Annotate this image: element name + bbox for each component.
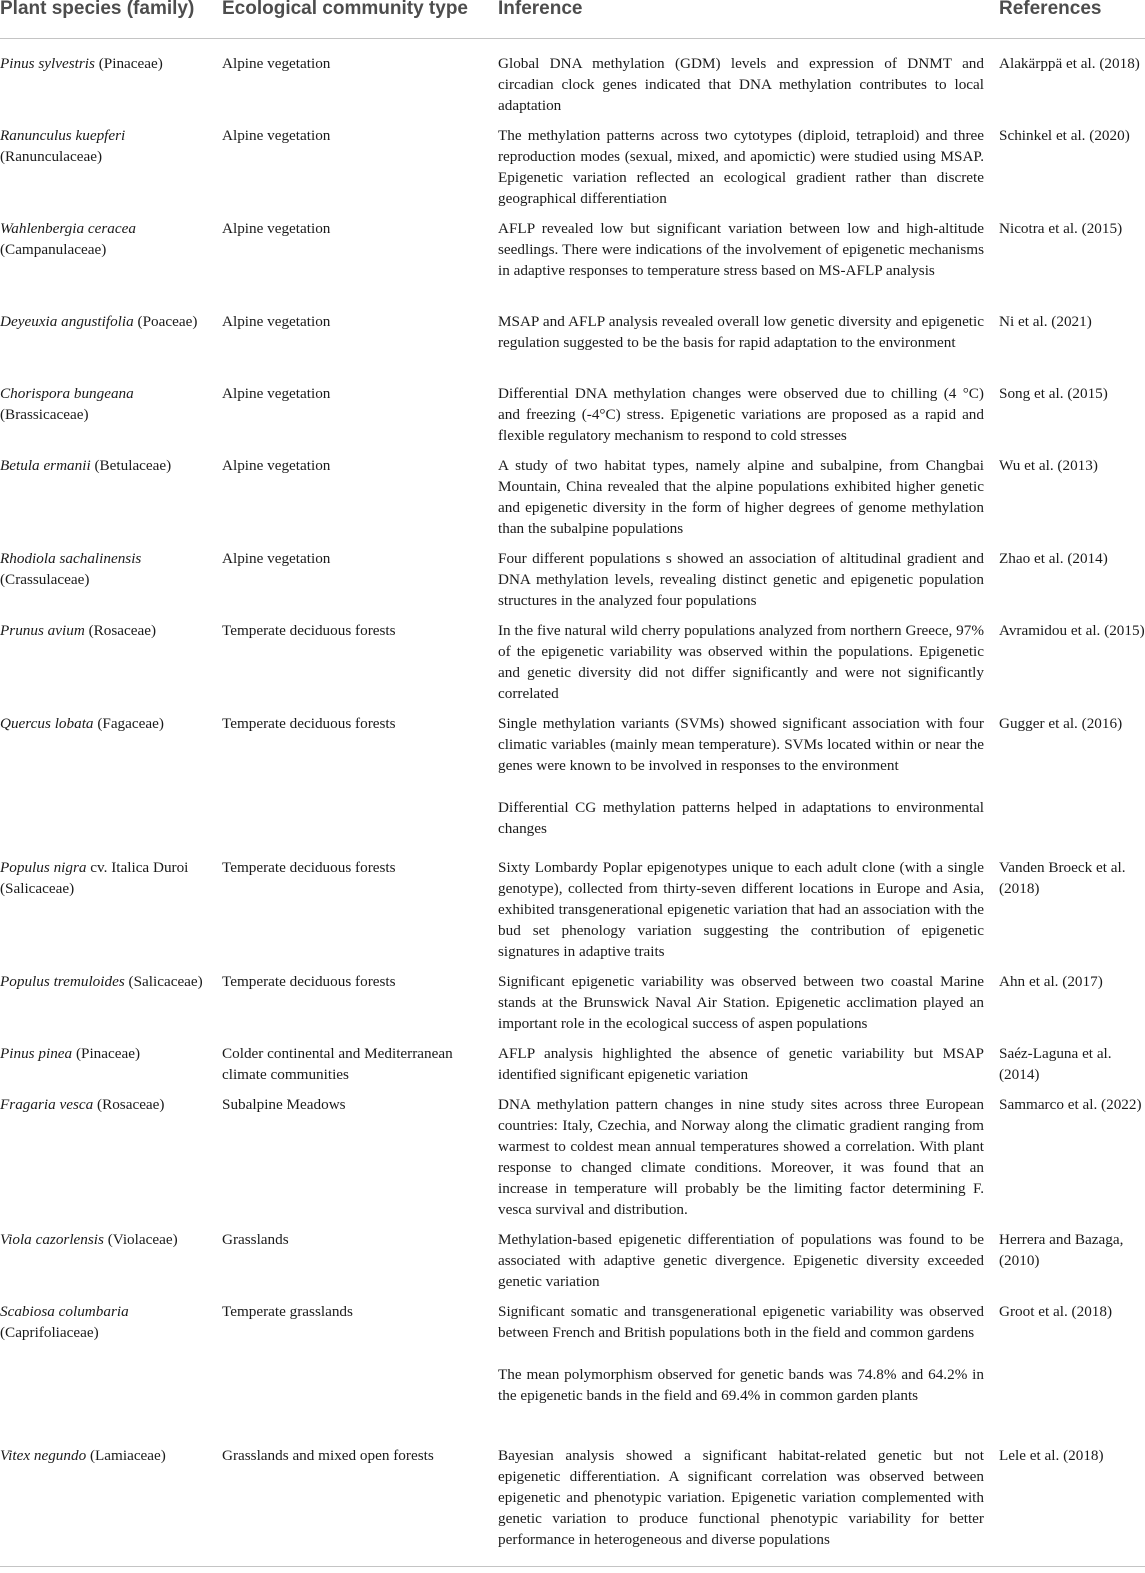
inference-cell [498,1229,984,1292]
community-cell: Temperate deciduous forests [222,859,396,876]
species-cell [0,1043,215,1064]
species-name: Vitex negundo [0,1447,87,1464]
species-family: (Salicaceae) [124,973,203,990]
species-family: (Brassicaceae) [0,406,89,423]
reference-cell: Song et al. (2015) [999,385,1108,402]
inference-cell [498,1301,984,1406]
inference-cell [498,620,984,704]
inference-cell [498,1043,984,1085]
inference-cell [498,857,984,962]
reference-cell: Nicotra et al. (2015) [999,220,1123,237]
community-cell: Colder continental and Mediterranean climate communities [222,1045,453,1083]
species-name: Deyeuxia angustifolia [0,313,134,330]
species-family: (Crassulaceae) [0,571,90,588]
inference-paragraph: Differential CG methylation patterns helped in adaptations to environmental changes [498,799,984,837]
inference-paragraph: Sixty Lombardy Poplar epigenotypes unique to each adult clone (with a single genotype), collected from thirty-seven different locations in Europe and Asia, exhibited transgenerational epigenetic variation that had an association with the bud set phenology variation suggesting the contribution of epigenetic signatures in adaptive traits [498,859,984,960]
inference-cell [498,548,984,611]
community-cell: Alpine vegetation [222,220,331,237]
species-name: Scabiosa columbaria [0,1303,129,1320]
inference-paragraph: AFLP revealed low but significant variation between low and high-altitude seedlings. There were indications of the involvement of epigenetic mechanisms in adaptive responses to temperature stress based on MS-AFLP analysis [498,220,984,279]
inference-paragraph: Bayesian analysis showed a significant habitat-related genetic but not epigenetic differentiation. A significant correlation was observed between epigenetic and phenotypic variation. Epigenetic variation complemented with genetic variation to produce functional phenotypic variability for better performance in heterogeneous and diverse populations [498,1447,984,1548]
reference-cell: Gugger et al. (2016) [999,715,1123,732]
species-name: Populus tremuloides [0,973,125,990]
species-cell [0,383,215,425]
bottom-rule [0,1566,1145,1567]
species-name: Quercus lobata [0,715,94,732]
community-cell: Alpine vegetation [222,457,331,474]
reference-cell: Groot et al. (2018) [999,1303,1113,1320]
inference-paragraph: In the five natural wild cherry populations analyzed from northern Greece, 97% of the epigenetic variability was observed within the populations. Epigenetic and genetic diversity did not differ significantly and were not significantly correlated [498,622,984,702]
header-species: Plant species (family) [0,0,195,19]
inference-cell [498,53,984,116]
species-name: Prunus avium [0,622,85,639]
reference-cell: Sammarco et al. (2022) [999,1096,1142,1113]
inference-cell [498,1094,984,1220]
reference-cell: Ni et al. (2021) [999,313,1092,330]
species-name: Fragaria vesca [0,1096,94,1113]
species-cell [0,857,215,899]
species-family: (Rosaceae) [93,1096,165,1113]
community-cell: Grasslands [222,1231,289,1248]
community-cell: Subalpine Meadows [222,1096,346,1113]
reference-cell: Zhao et al. (2014) [999,550,1108,567]
inference-cell [498,971,984,1034]
community-cell: Alpine vegetation [222,127,331,144]
community-cell: Alpine vegetation [222,385,331,402]
species-family: (Violaceae) [103,1231,178,1248]
community-cell: Alpine vegetation [222,313,331,330]
species-cell [0,455,215,476]
inference-paragraph: MSAP and AFLP analysis revealed overall low genetic diversity and epigenetic regulation suggested to be the basis for rapid adaptation to the environment [498,313,984,351]
header-community: Ecological community type [222,0,468,19]
species-family: (Campanulaceae) [0,241,107,258]
species-family: (Caprifoliaceae) [0,1324,99,1341]
species-cell [0,620,215,641]
species-name: Betula ermanii [0,457,91,474]
community-cell: Temperate deciduous forests [222,622,396,639]
inference-cell [498,218,984,281]
species-cell [0,1229,215,1250]
species-cell [0,548,215,590]
species-name: Wahlenbergia ceracea [0,220,136,237]
inference-paragraph: Methylation-based epigenetic differentiation of populations was found to be associated with adaptive genetic divergence. Epigenetic diversity exceeded genetic variation [498,1231,984,1290]
species-cell [0,1094,215,1115]
species-name: Pinus sylvestris [0,55,95,72]
reference-cell: Ahn et al. (2017) [999,973,1103,990]
inference-cell [498,455,984,539]
species-cell [0,1445,215,1466]
inference-cell [498,311,984,353]
species-cell [0,713,215,734]
inference-cell [498,383,984,446]
reference-cell: Saéz-Laguna et al. (2014) [999,1045,1112,1083]
community-cell: Temperate deciduous forests [222,973,396,990]
species-name: Ranunculus kuepferi [0,127,126,144]
community-cell: Temperate deciduous forests [222,715,396,732]
reference-cell: Herrera and Bazaga, (2010) [999,1231,1124,1269]
reference-cell: Alakärppä et al. (2018) [999,55,1140,72]
species-family: (Pinaceae) [94,55,163,72]
community-cell: Alpine vegetation [222,550,331,567]
table-header [0,0,1145,39]
species-cell [0,1301,215,1343]
species-cell [0,53,215,74]
inference-paragraph: Single methylation variants (SVMs) showed significant association with four climatic variables (mainly mean temperature). SVMs located within or near the genes were known to be involved in responses to the environment [498,715,984,774]
inference-paragraph: The methylation patterns across two cytotypes (diploid, tetraploid) and three reproduction modes (sexual, mixed, and apomictic) were studied using MSAP. Epigenetic variation reflected an ecological gradient rather than discrete geographical differentiation [498,127,984,207]
reference-cell: Vanden Broeck et al. (2018) [999,859,1126,897]
inference-paragraph: Global DNA methylation (GDM) levels and expression of DNMT and circadian clock genes indicated that DNA methylation contributes to local adaptation [498,55,984,114]
species-family: (Betulaceae) [90,457,172,474]
species-family: (Lamiaceae) [86,1447,166,1464]
inference-paragraph: Differential DNA methylation changes were observed due to chilling (4 °C) and freezing (-4°C) stress. Epigenetic variations are proposed as a rapid and flexible regulatory mechanism to respond to cold stresses [498,385,984,444]
inference-cell [498,125,984,209]
inference-cell [498,1445,984,1550]
species-name: Rhodiola sachalinensis [0,550,142,567]
species-name: Pinus pinea [0,1045,73,1062]
header-references: References [999,0,1102,19]
species-name: Chorispora bungeana [0,385,134,402]
species-family: cv. Italica Duroi (Salicaceae) [0,859,189,897]
inference-paragraph: DNA methylation pattern changes in nine study sites across three European countries: Italy, Czechia, and Norway along the climatic gradient ranging from warmest to coldest mean annual temperatures showed a correlation. With plant response to changed climate conditions. Moreover, it was found that an increase in temperature will probably be the limiting factor determining F. vesca survival and distribution. [498,1096,984,1218]
species-family: (Pinaceae) [72,1045,141,1062]
species-cell [0,218,215,260]
inference-paragraph: Four different populations s showed an association of altitudinal gradient and DNA methylation levels, revealing distinct genetic and epigenetic population structures in the analyzed four populations [498,550,984,609]
inference-paragraph: A study of two habitat types, namely alpine and subalpine, from Changbai Mountain, China revealed that the alpine populations exhibited higher genetic and epigenetic diversity in the form of higher degrees of genome methylation than the subalpine populations [498,457,984,537]
species-cell [0,125,215,167]
species-cell [0,311,215,332]
species-family: (Fagaceae) [93,715,164,732]
community-cell: Alpine vegetation [222,55,331,72]
community-cell: Grasslands and mixed open forests [222,1447,434,1464]
inference-cell [498,713,984,839]
reference-cell: Wu et al. (2013) [999,457,1098,474]
species-family: (Rosaceae) [84,622,157,639]
inference-paragraph: Significant epigenetic variability was observed between two coastal Marine stands at the Brunswick Naval Air Station. Epigenetic acclimation played an important role in the ecological success of aspen populations [498,973,984,1032]
inference-paragraph: The mean polymorphism observed for genetic bands was 74.8% and 64.2% in the epigenetic bands in the field and 69.4% in common garden plants [498,1366,984,1404]
reference-cell: Avramidou et al. (2015) [999,622,1145,639]
species-cell [0,971,215,992]
species-name: Populus nigra [0,859,87,876]
reference-cell: Schinkel et al. (2020) [999,127,1130,144]
species-family: (Ranunculaceae) [0,148,103,165]
species-name: Viola cazorlensis [0,1231,104,1248]
species-family: (Poaceae) [133,313,198,330]
inference-paragraph: AFLP analysis highlighted the absence of genetic variability but MSAP identified significant epigenetic variation [498,1045,984,1083]
inference-paragraph: Significant somatic and transgenerational epigenetic variability was observed between French and British populations both in the field and common gardens [498,1303,984,1341]
header-inference: Inference [498,0,583,19]
reference-cell: Lele et al. (2018) [999,1447,1104,1464]
community-cell: Temperate grasslands [222,1303,353,1320]
